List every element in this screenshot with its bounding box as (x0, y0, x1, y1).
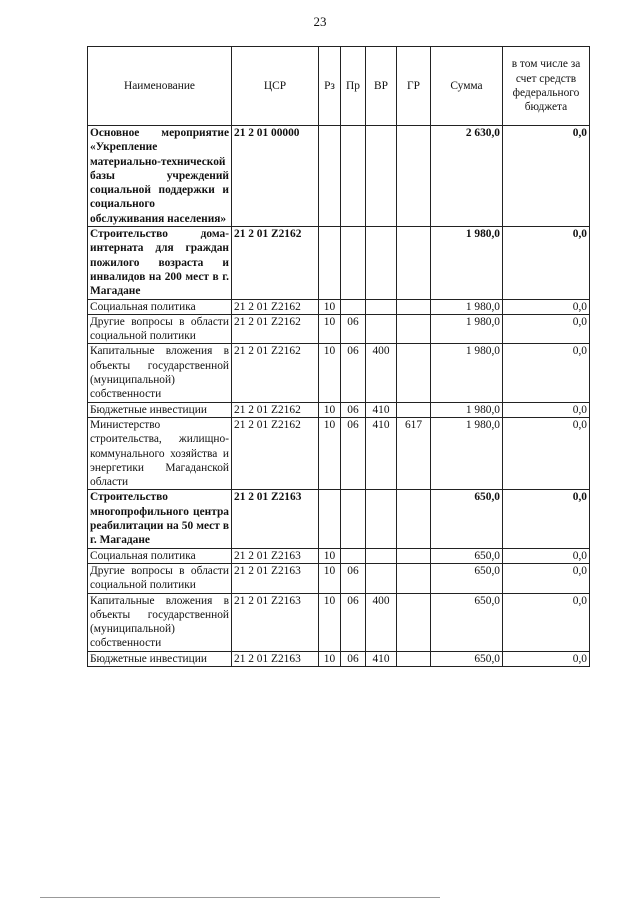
header-sum: Сумма (431, 47, 503, 126)
cell-rz: 10 (319, 417, 341, 489)
header-name: Наименование (88, 47, 232, 126)
table-row (88, 548, 590, 563)
cell-sum: 650,0 (431, 651, 503, 666)
cell-name: Другие вопросы в области социальной политики (88, 563, 232, 593)
table-row (88, 126, 590, 227)
cell-vr: 400 (366, 344, 397, 402)
cell-pr: 06 (341, 651, 366, 666)
cell-federal: 0,0 (503, 402, 590, 417)
header-rz: Рз (319, 47, 341, 126)
cell-csr: 21 2 01 Z2162 (232, 299, 319, 314)
cell-name: Социальная политика (88, 299, 232, 314)
cell-pr (341, 299, 366, 314)
budget-table (87, 46, 590, 667)
table-row (88, 417, 590, 489)
cell-rz: 10 (319, 563, 341, 593)
cell-vr: 410 (366, 417, 397, 489)
header-federal: в том числе за счет средств федерального бюджета (503, 47, 590, 126)
cell-csr: 21 2 01 Z2163 (232, 563, 319, 593)
cell-name: Капитальные вложения в объекты государственной (муниципальной) собственности (88, 344, 232, 402)
cell-rz: 10 (319, 344, 341, 402)
cell-gr (397, 227, 431, 299)
cell-gr (397, 299, 431, 314)
table-row (88, 490, 590, 548)
cell-federal: 0,0 (503, 299, 590, 314)
table-row (88, 593, 590, 651)
cell-rz: 10 (319, 651, 341, 666)
cell-sum: 1 980,0 (431, 299, 503, 314)
cell-vr: 400 (366, 593, 397, 651)
cell-pr: 06 (341, 417, 366, 489)
header-csr: ЦСР (232, 47, 319, 126)
cell-name: Министерство строительства, жилищно-коммунального хозяйства и энергетики Магаданской области (88, 417, 232, 489)
cell-federal: 0,0 (503, 593, 590, 651)
cell-csr: 21 2 01 Z2162 (232, 314, 319, 344)
cell-csr: 21 2 01 Z2162 (232, 344, 319, 402)
cell-vr: 410 (366, 651, 397, 666)
cell-sum: 1 980,0 (431, 227, 503, 299)
cell-vr (366, 227, 397, 299)
cell-csr: 21 2 01 Z2162 (232, 402, 319, 417)
cell-vr (366, 490, 397, 548)
table-body (88, 126, 590, 667)
header-pr: Пр (341, 47, 366, 126)
cell-federal: 0,0 (503, 227, 590, 299)
cell-vr (366, 299, 397, 314)
cell-vr: 410 (366, 402, 397, 417)
table-header-row (88, 47, 590, 126)
cell-gr (397, 314, 431, 344)
cell-gr (397, 593, 431, 651)
cell-federal: 0,0 (503, 126, 590, 227)
cell-name: Капитальные вложения в объекты государственной (муниципальной) собственности (88, 593, 232, 651)
cell-csr: 21 2 01 Z2163 (232, 548, 319, 563)
cell-rz: 10 (319, 299, 341, 314)
cell-rz: 10 (319, 593, 341, 651)
cell-gr: 617 (397, 417, 431, 489)
cell-federal: 0,0 (503, 548, 590, 563)
cell-sum: 1 980,0 (431, 314, 503, 344)
table-row (88, 563, 590, 593)
cell-federal: 0,0 (503, 490, 590, 548)
cell-name: Социальная политика (88, 548, 232, 563)
cell-sum: 2 630,0 (431, 126, 503, 227)
cell-csr: 21 2 01 Z2163 (232, 593, 319, 651)
cell-gr (397, 344, 431, 402)
cell-csr: 21 2 01 00000 (232, 126, 319, 227)
cell-csr: 21 2 01 Z2162 (232, 417, 319, 489)
header-vr: ВР (366, 47, 397, 126)
cell-rz: 10 (319, 402, 341, 417)
cell-pr: 06 (341, 344, 366, 402)
table-row (88, 227, 590, 299)
cell-pr (341, 548, 366, 563)
cell-sum: 650,0 (431, 563, 503, 593)
cell-rz: 10 (319, 548, 341, 563)
cell-vr (366, 314, 397, 344)
cell-gr (397, 563, 431, 593)
cell-gr (397, 651, 431, 666)
cell-name: Другие вопросы в области социальной политики (88, 314, 232, 344)
cell-federal: 0,0 (503, 651, 590, 666)
cell-name: Бюджетные инвестиции (88, 402, 232, 417)
cell-name: Основное мероприятие «Укрепление материально-технической базы учреждений социальной поддержки и социального обслуживания населения» (88, 126, 232, 227)
cell-rz: 10 (319, 314, 341, 344)
cell-federal: 0,0 (503, 314, 590, 344)
cell-vr (366, 126, 397, 227)
cell-pr: 06 (341, 314, 366, 344)
cell-sum: 650,0 (431, 548, 503, 563)
cell-rz (319, 227, 341, 299)
cell-vr (366, 563, 397, 593)
cell-csr: 21 2 01 Z2162 (232, 227, 319, 299)
cell-gr (397, 490, 431, 548)
table-row (88, 299, 590, 314)
cell-name: Строительство многопрофильного центра реабилитации на 50 мест в г. Магадане (88, 490, 232, 548)
cell-sum: 1 980,0 (431, 402, 503, 417)
cell-federal: 0,0 (503, 563, 590, 593)
cell-federal: 0,0 (503, 344, 590, 402)
cell-sum: 650,0 (431, 490, 503, 548)
cell-pr (341, 490, 366, 548)
cell-name: Строительство дома-интерната для граждан пожилого возраста и инвалидов на 200 мест в г. Магадане (88, 227, 232, 299)
cell-sum: 1 980,0 (431, 344, 503, 402)
cell-pr: 06 (341, 402, 366, 417)
cell-vr (366, 548, 397, 563)
page-number: 23 (313, 14, 327, 29)
header-gr: ГР (397, 47, 431, 126)
cell-rz (319, 490, 341, 548)
cell-sum: 1 980,0 (431, 417, 503, 489)
cell-name: Бюджетные инвестиции (88, 651, 232, 666)
page-edge-line (40, 897, 440, 898)
cell-rz (319, 126, 341, 227)
table-row (88, 344, 590, 402)
cell-pr: 06 (341, 563, 366, 593)
cell-federal: 0,0 (503, 417, 590, 489)
cell-gr (397, 548, 431, 563)
cell-csr: 21 2 01 Z2163 (232, 490, 319, 548)
cell-pr (341, 126, 366, 227)
cell-sum: 650,0 (431, 593, 503, 651)
cell-csr: 21 2 01 Z2163 (232, 651, 319, 666)
cell-gr (397, 402, 431, 417)
table-row (88, 402, 590, 417)
cell-pr: 06 (341, 593, 366, 651)
cell-gr (397, 126, 431, 227)
cell-pr (341, 227, 366, 299)
table-row (88, 651, 590, 666)
table-row (88, 314, 590, 344)
